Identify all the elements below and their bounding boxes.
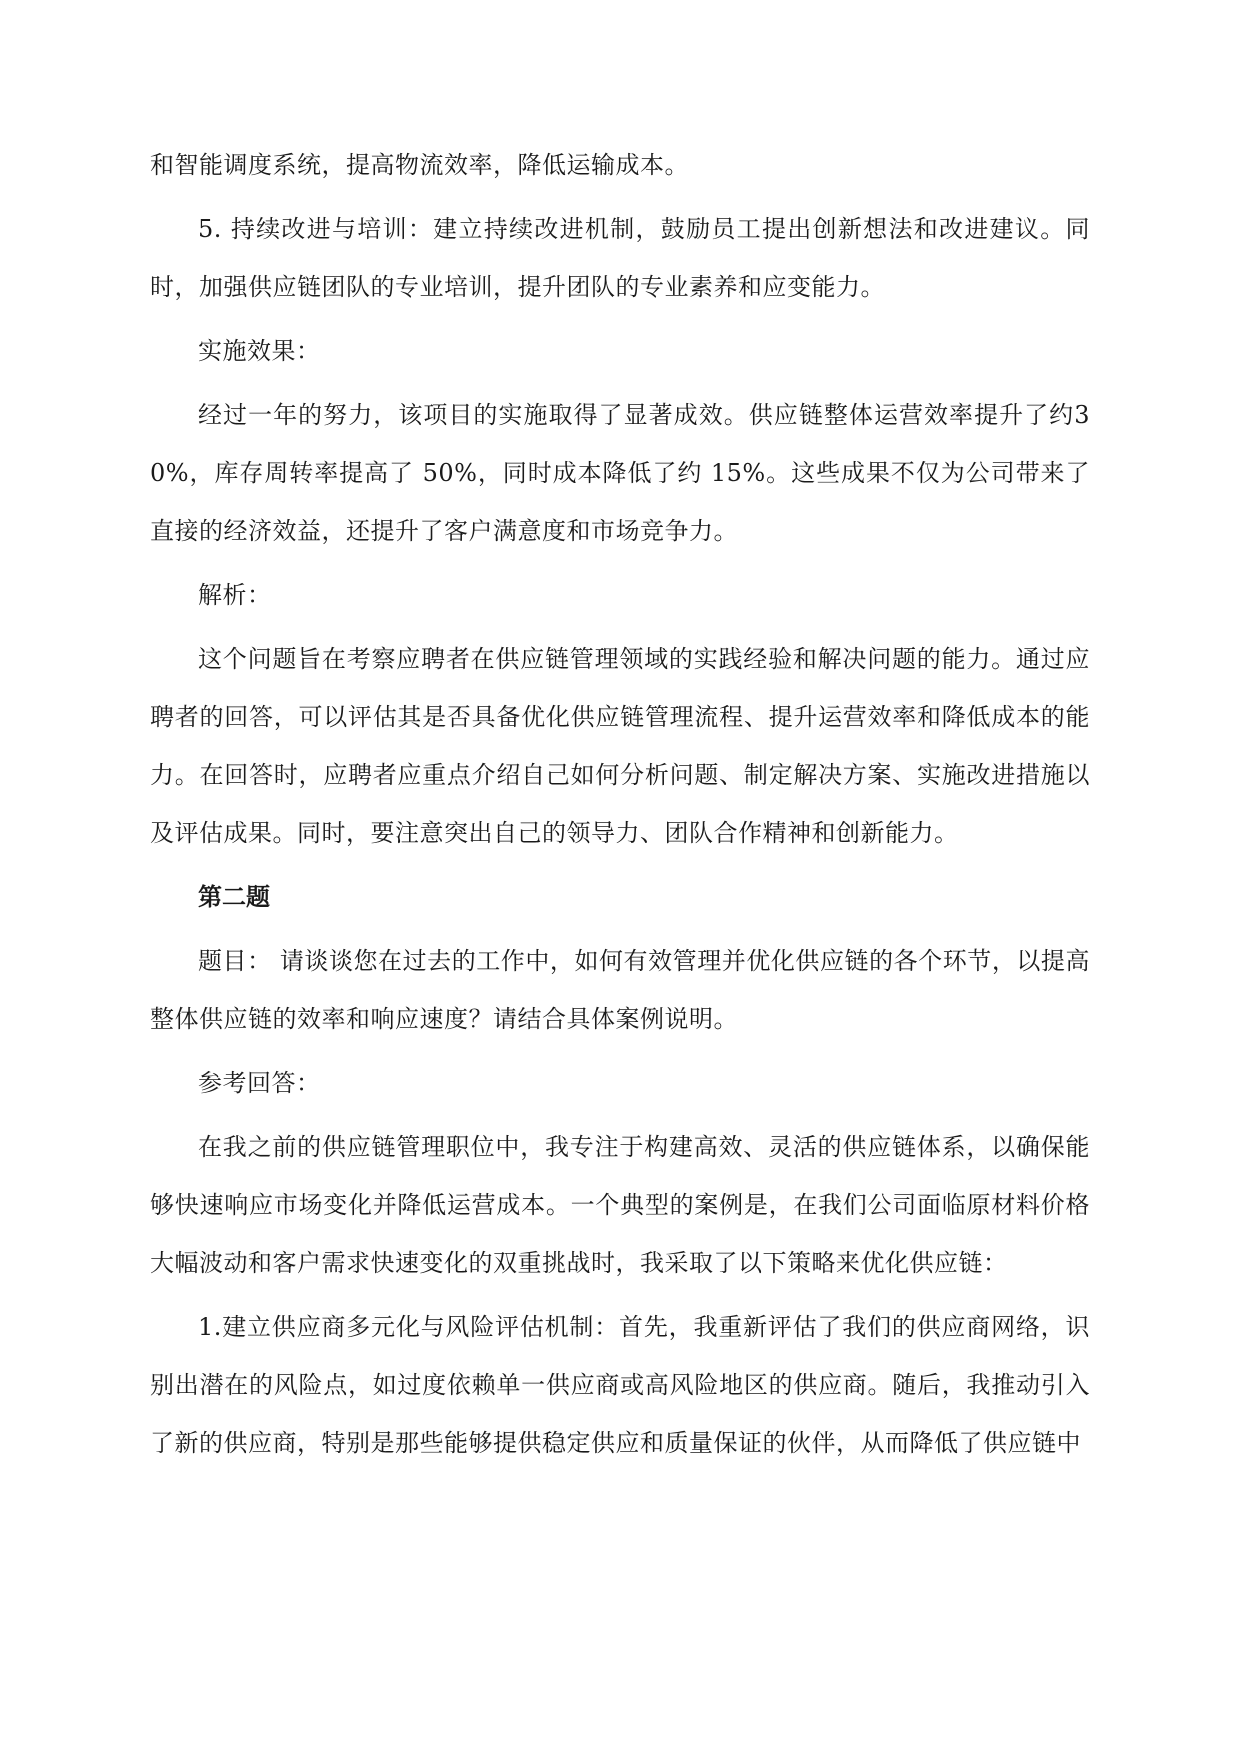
label-implementation-results: 实施效果： — [198, 337, 321, 365]
section-heading-question-two: 第二题 — [198, 883, 270, 911]
paragraph-analysis: 这个问题旨在考察应聘者在供应链管理领域的实践经验和解决问题的能力。通过应聘者的回答，可以评估其是否具备优化供应链管理流程、提升运营效率和降低成本的能力。在回答时，应聘者应重点介绍自己如何分析问题、制定解决方案、实施改进措施以及评估成果。同时，要注意突出自己的领导力、团队合作精神和创新能力。 — [150, 645, 1090, 847]
paragraph-results: 经过一年的努力，该项目的实施取得了显著成效。供应链整体运营效率提升了约30%，库存周转率提高了 50%，同时成本降低了约 15%。这些成果不仅为公司带来了直接的经济效益，还提升了客户满意度和市场竞争力。 — [150, 401, 1090, 545]
label-analysis: 解析： — [198, 581, 272, 609]
paragraph-answer-intro: 在我之前的供应链管理职位中，我专注于构建高效、灵活的供应链体系，以确保能够快速响应市场变化并降低运营成本。一个典型的案例是，在我们公司面临原材料价格大幅波动和客户需求快速变化的双重挑战时，我采取了以下策略来优化供应链： — [150, 1133, 1090, 1277]
paragraph-continuation: 和智能调度系统，提高物流效率，降低运输成本。 — [150, 151, 689, 179]
paragraph-question: 题目： 请谈谈您在过去的工作中，如何有效管理并优化供应链的各个环节，以提高整体供应链的效率和响应速度？请结合具体案例说明。 — [150, 947, 1090, 1033]
document-body — [150, 136, 1090, 1478]
paragraph-supplier-diversification: 1.建立供应商多元化与风险评估机制：首先，我重新评估了我们的供应商网络，识别出潜在的风险点，如过度依赖单一供应商或高风险地区的供应商。随后，我推动引入了新的供应商，特别是那些能够提供稳定供应和质量保证的伙伴，从而降低了供应链中 — [150, 1313, 1090, 1457]
paragraph-continuous-improvement: 5. 持续改进与培训：建立持续改进机制，鼓励员工提出创新想法和改进建议。同时，加强供应链团队的专业培训，提升团队的专业素养和应变能力。 — [150, 215, 1090, 301]
label-reference-answer: 参考回答： — [198, 1069, 321, 1097]
